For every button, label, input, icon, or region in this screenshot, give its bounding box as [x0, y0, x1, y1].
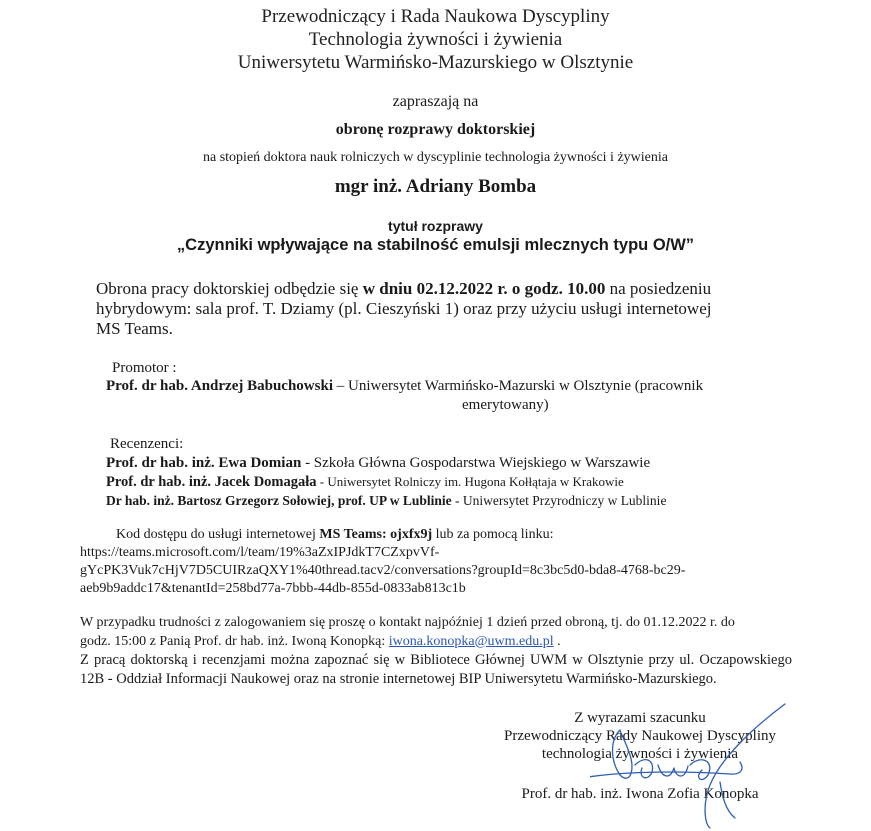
- reviewers-label: Recenzenci:: [110, 436, 184, 452]
- header-line-3: Uniwersytetu Warmińsko-Mazurskiego w Olsztynie: [237, 52, 634, 73]
- teams-code-line: Kod dostępu do usługi internetowej MS Teams: ojxfx9j lub za pomocą linku:: [116, 527, 554, 542]
- candidate-name: mgr inż. Adriany Bomba: [334, 176, 537, 197]
- reviewer-name: Dr hab. inż. Bartosz Grzegorz Sołowiej, prof. UP w Lublinie: [106, 493, 452, 508]
- thesis-label: tytuł rozprawy: [388, 218, 483, 234]
- reviewer-affiliation: - Szkoła Główna Gospodarstwa Wiejskiego w Warszawie: [301, 455, 651, 471]
- signature-stroke: [590, 762, 742, 780]
- invite-intro: zapraszają na: [392, 93, 479, 110]
- teams-link-line-2[interactable]: gYcPK3Vuk7cHjV7D5CUIRzaQXY1%40thread.tacv2/conversations?groupId=8c3bc5d0-bda8-4768-bc29-: [80, 563, 686, 578]
- header-line-1: Przewodniczący i Rada Naukowa Dyscypliny: [261, 6, 610, 27]
- header-line-2: Technologia żywności i żywienia: [308, 29, 563, 50]
- promotor-entry: [106, 378, 703, 395]
- reviewer-affiliation: - Uniwersytet Przyrodniczy w Lublinie: [451, 493, 667, 508]
- contact-line-1: W przypadku trudności z zalogowaniem się proszę o kontakt najpóźniej 1 dzień przed obroną, tj. do 01.12.2022 r. do: [80, 615, 735, 630]
- reviewer-item: [106, 455, 650, 472]
- reviewer-name: Prof. dr hab. inż. Ewa Domian: [106, 455, 302, 471]
- signatory-name: Prof. dr hab. inż. Iwona Zofia Konopka: [521, 786, 759, 802]
- event-title: obronę rozprawy doktorskiej: [335, 121, 536, 138]
- library-info: Z pracą doktorską i recenzjami można zapoznać się w Bibliotece Głównej UWM w Olsztynie przy ul. Oczapowskiego 12B - Oddział Informacji Naukowej oraz na stronie internetowej BIP Uniwersytetu Warmińsko-Mazurskiego.: [80, 652, 792, 687]
- reviewer-item: [106, 474, 624, 491]
- defense-details: [96, 279, 711, 339]
- teams-code: MS Teams: ojxfx9j: [319, 527, 433, 542]
- promotor-label: Promotor :: [112, 360, 177, 376]
- degree-description: na stopień doktora nauk rolniczych w dyscyplinie technologia żywności i żywienia: [203, 150, 668, 165]
- teams-access: [80, 526, 685, 598]
- closing-role-2: technologia żywności i żywienia: [541, 746, 739, 762]
- teams-link-line-3[interactable]: aeb9b9addc17&tenantId=258bd77a-7bbb-44db-855d-0833ab813c1b: [80, 581, 466, 596]
- thesis-title: „Czynniki wpływające na stabilność emulsji mlecznych typu O/W”: [176, 236, 695, 254]
- defense-date: w dniu 02.12.2022 r. o godz. 10.00: [362, 279, 606, 298]
- signature-stroke: [658, 765, 688, 776]
- reviewer-affiliation: - Uniwersytet Rolniczy im. Hugona Kołłątaja w Krakowie: [316, 474, 624, 489]
- reviewer-item: [106, 493, 666, 509]
- promotor-name: Prof. dr hab. Andrzej Babuchowski: [106, 378, 333, 394]
- teams-link-line-1[interactable]: https://teams.microsoft.com/l/team/19%3aZxIPJdkT7CZxpvVf-: [80, 545, 440, 560]
- defense-line-2: hybrydowym: sala prof. T. Dziamy (pl. Cieszyński 1) oraz przy użyciu usługi internetowej: [96, 299, 712, 318]
- defense-line-1: Obrona pracy doktorskiej odbędzie się w dniu 02.12.2022 r. o godz. 10.00 na posiedzeniu: [96, 279, 712, 298]
- defense-line-3: MS Teams.: [96, 319, 173, 338]
- contact-section: [80, 614, 792, 688]
- reviewer-name: Prof. dr hab. inż. Jacek Domagała: [106, 474, 317, 490]
- promotor-affiliation-cont: emerytowany): [462, 397, 549, 413]
- closing-role-1: Przewodniczący Rady Naukowej Dyscypliny: [503, 728, 776, 744]
- closing-regards: Z wyrazami szacunku: [574, 710, 706, 726]
- promotor-affiliation: – Uniwersytet Warmińsko-Mazurski w Olsztynie (pracownik: [333, 378, 704, 394]
- contact-email-link[interactable]: iwona.konopka@uwm.edu.pl: [388, 633, 554, 649]
- contact-line-2: godz. 15:00 z Panią Prof. dr hab. inż. Iwoną Konopką: iwona.konopka@uwm.edu.pl .: [80, 633, 561, 649]
